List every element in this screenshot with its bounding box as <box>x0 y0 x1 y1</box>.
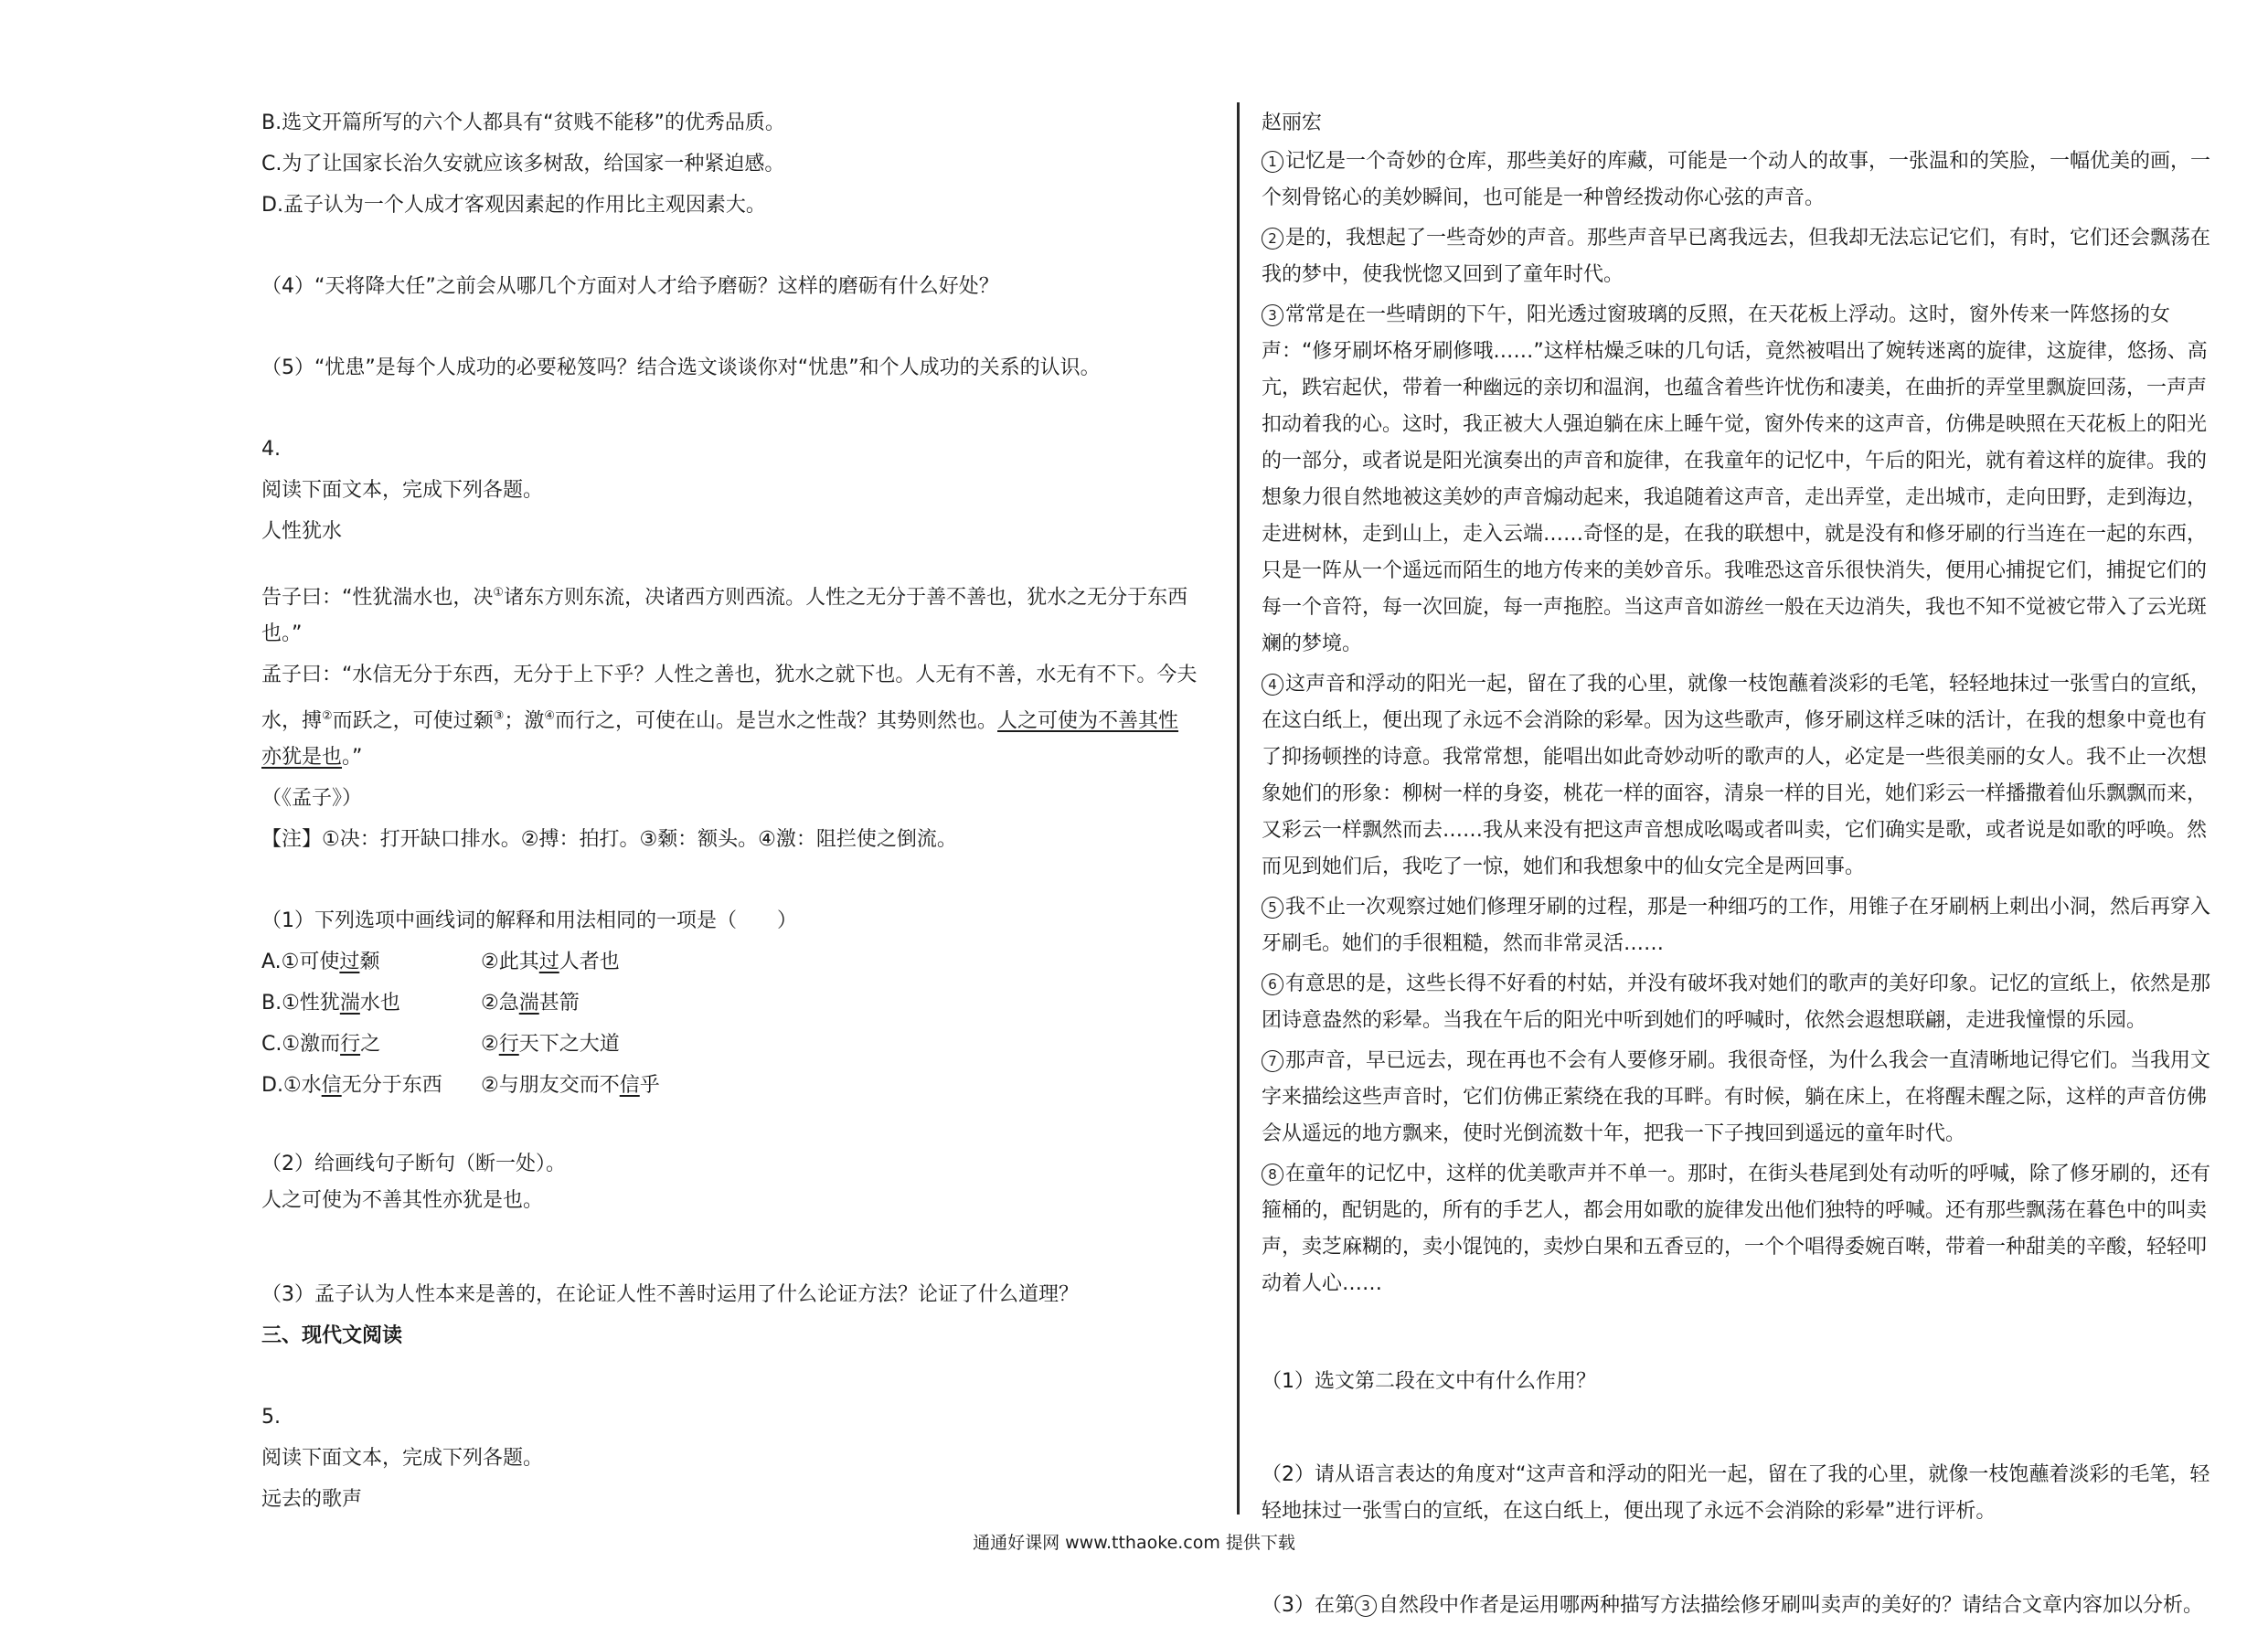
question-4-2: （2）给画线句子断句（断一处）。 <box>261 1153 566 1175</box>
paragraph-number: 2 <box>1262 228 1283 250</box>
underlined-sentence-part2: 亦犹是也 <box>261 746 343 769</box>
question-3-5: （5）“忧患”是每个人成功的必要秘笈吗？结合选文谈谈你对“忧患”和个人成功的关系的认识。 <box>261 356 1101 379</box>
paragraph-text: 这声音和浮动的阳光一起，留在了我的心里，就像一枝饱蘸着淡彩的毛笔，轻轻地抹过一张雪白的宣纸，在这白纸上，便出现了永远不会消除的彩晕。因为这些歌声，修牙刷这样乏味的活计，在我的想象中竟也有了抑扬顿挫的诗意。我常常想，能唱出如此奇妙动听的歌声的人，必定是一些很美丽的女人。我不止一次想象她们的形象：柳树一样的身姿，桃花一样的面容，清泉一样的目光，她们彩云一样播撒着仙乐飘飘而来，又彩云一样飘然而去……我从来没有把这声音想成吆喝或者叫卖，它们确实是歌，或者说是如歌的呼唤。然而见到她们后，我吃了一惊，她们和我想象中的仙女完全是两回事。 <box>1262 673 2211 878</box>
paragraph-text: 记忆是一个奇妙的仓库，那些美好的库藏，可能是一个动人的故事，一张温和的笑脸，一幅优美的画，一个刻骨铭心的美妙瞬间，也可能是一种曾经拨动你心弦的声音。 <box>1262 150 2211 209</box>
option-b: B.选文开篇所写的六个人都具有“贫贱不能移”的优秀品质。 <box>261 112 785 134</box>
left-column <box>261 102 1217 1520</box>
footer-credit: 通通好课网 www.tthaoke.com 提供下载 <box>973 1533 1295 1553</box>
article-paragraph <box>1262 1156 2217 1302</box>
article-paragraph <box>1262 889 2217 962</box>
article-paragraphs <box>1262 143 2217 1302</box>
passage-source: （《孟子》） <box>261 787 363 810</box>
paragraph-number: 8 <box>1262 1164 1283 1185</box>
article-paragraph <box>1262 143 2217 217</box>
option-d: D.孟子认为一个人成才客观因素起的作用比主观因素大。 <box>261 194 766 217</box>
question-4-1-option-d: D.①水信无分于东西 ②与朋友交而不信乎 <box>261 1074 660 1097</box>
question-4-1-option-b: B.①性犹湍水也 ②急湍甚箭 <box>261 992 580 1015</box>
passage-gaozi-line2: 也。” <box>261 622 303 645</box>
paragraph-text: 是的，我想起了一些奇妙的声音。那些声音早已离我远去，但我却无法忘记它们，有时，它们还会飘荡在我的梦中，使我恍惚又回到了童年时代。 <box>1262 227 2211 286</box>
paragraph-number: 5 <box>1262 897 1283 919</box>
question-4-instruction: 阅读下面文本，完成下列各题。 <box>261 479 544 502</box>
passage-notes: 【注】①决：打开缺口排水。②搏：拍打。③颡：额头。④激：阻拦使之倒流。 <box>261 828 957 851</box>
passage-title: 人性犹水 <box>261 520 343 543</box>
article-paragraph <box>1262 1043 2217 1153</box>
option-c: C.为了让国家长治久安就应该多树敌，给国家一种紧迫感。 <box>261 153 785 175</box>
paragraph-number: 6 <box>1262 973 1283 995</box>
question-4-3: （3）孟子认为人性本来是善的，在论证人性不善时运用了什么论证方法？论证了什么道理？ <box>261 1283 1080 1306</box>
paragraph-text: 那声音，早已远去，现在再也不会有人要修牙刷。我很奇怪，为什么我会一直清晰地记得它们。当我用文字来描绘这些声音时，它们仿佛正萦绕在我的耳畔。有时候，躺在床上，在将醒未醒之际，这样的声音仿佛会从遥远的地方飘来，使时光倒流数十年，把我一下子拽回到遥远的童年时代。 <box>1262 1049 2211 1145</box>
article-paragraph <box>1262 666 2217 886</box>
paragraph-text: 在童年的记忆中，这样的优美歌声并不单一。那时，在街头巷尾到处有动听的呼喊，除了修牙刷的，还有箍桶的，配钥匙的，所有的手艺人，都会用如歌的旋律发出他们独特的呼喊。还有那些飘荡在暮色中的叫卖声，卖芝麻糊的，卖小馄饨的，卖炒白果和五香豆的，一个个唱得委婉百啭，带着一种甜美的辛酸，轻轻叩动着人心…… <box>1262 1163 2211 1295</box>
article-paragraph <box>1262 297 2217 663</box>
article-title: 远去的歌声 <box>261 1488 363 1511</box>
paragraph-text: 有意思的是，这些长得不好看的村姑，并没有破坏我对她们的歌声的美好印象。记忆的宣纸上，依然是那团诗意盎然的彩晕。当我在午后的阳光中听到她们的呼喊时，依然会遐想联翩，走进我憧憬的乐园。 <box>1262 972 2211 1032</box>
question-5-number: 5. <box>261 1406 281 1429</box>
question-5-2: （2）请从语言表达的角度对“这声音和浮动的阳光一起，留在了我的心里，就像一枝饱蘸着淡彩的毛笔，轻轻地抹过一张雪白的宣纸，在这白纸上，便出现了永远不会消除的彩晕”进行评析。 <box>1262 1463 2210 1523</box>
question-4-1: （1）下列选项中画线词的解释和用法相同的一项是（ ） <box>261 909 797 932</box>
paragraph-text: 常常是在一些晴朗的下午，阳光透过窗玻璃的反照，在天花板上浮动。这时，窗外传来一阵悠扬的女声：“修牙刷坏格牙刷修哦……”这样枯燥乏味的几句话，竟然被唱出了婉转迷离的旋律，这旋律，悠扬、高亢，跌宕起伏，带着一种幽远的亲切和温润，也蕴含着些许忧伤和凄美，在曲折的弄堂里飘旋回荡，一声声扣动着我的心。这时，我正被大人强迫躺在床上睡午觉，窗外传来的这声音，仿佛是映照在天花板上的阳光的一部分，或者说是阳光演奏出的声音和旋律，在我童年的记忆中，午后的阳光，就有着这样的旋律。我的想象力很自然地被这美妙的声音煽动起来，我追随着这声音，走出弄堂，走出城市，走向田野，走到海边，走进树林，走到山上，走入云端……奇怪的是，在我的联想中，就是没有和修牙刷的行当连在一起的东西，只是一阵从一个遥远而陌生的地方传来的美妙音乐。我唯恐这音乐很快消失，便用心捕捉它们，捕捉它们的每一个音符，每一次回旋，每一声拖腔。当这声音如游丝一般在天边消失，我也不知不觉被它带入了云光斑斓的梦境。 <box>1262 303 2208 655</box>
right-column <box>1262 102 2217 1626</box>
passage-mengzi-line2: 水，搏②而跃之，可使过颡③；激④而行之，可使在山。是岂水之性哉？其势则然也。人之可使为不善其性 <box>261 709 1179 733</box>
article-author: 赵丽宏 <box>1262 112 1323 134</box>
question-3-4: （4）“天将降大任”之前会从哪几个方面对人才给予磨砺？这样的磨砺有什么好处？ <box>261 275 999 298</box>
underlined-sentence-part1: 人之可使为不善其性 <box>997 709 1179 733</box>
passage-mengzi-line1: 孟子曰：“水信无分于东西，无分于上下乎？人性之善也，犹水之就下也。人无有不善，水无有不下。今夫 <box>261 664 1198 686</box>
paragraph-number: 3 <box>1262 304 1283 326</box>
paragraph-text: 我不止一次观察过她们修理牙刷的过程，那是一种细巧的工作，用锥子在牙刷柄上刺出小洞，然后再穿入牙刷毛。她们的手很粗糙，然而非常灵活…… <box>1262 896 2211 955</box>
passage-gaozi-line1: 告子曰：“性犹湍水也，决①诸东方则东流，决诸西方则西流。人性之无分于善不善也，犹水之无分于东西 <box>261 586 1188 610</box>
question-4-number: 4. <box>261 438 281 461</box>
article-paragraph <box>1262 966 2217 1039</box>
paragraph-number-3: 3 <box>1355 1595 1377 1617</box>
section-3-heading: 三、现代文阅读 <box>261 1324 403 1347</box>
question-4-1-option-c: C.①激而行之 ②行天下之大道 <box>261 1033 620 1056</box>
column-divider <box>1237 102 1240 1514</box>
paragraph-number: 4 <box>1262 674 1283 696</box>
question-5-3: （3）在第 3 自然段中作者是运用哪两种描写方法描绘修牙刷叫卖声的美好的？请结合文章内容加以分析。 <box>1262 1594 2204 1617</box>
question-5-1: （1）选文第二段在文中有什么作用？ <box>1262 1370 1596 1393</box>
passage-mengzi-line3: 亦犹是也。” <box>261 746 363 769</box>
paragraph-number: 7 <box>1262 1050 1283 1072</box>
article-paragraph <box>1262 220 2217 293</box>
question-4-1-option-a: A.①可使过颡 ②此其过人者也 <box>261 951 620 973</box>
question-5-instruction: 阅读下面文本，完成下列各题。 <box>261 1447 544 1470</box>
paragraph-number: 1 <box>1262 151 1283 173</box>
question-4-2-sentence: 人之可使为不善其性亦犹是也。 <box>261 1189 544 1212</box>
